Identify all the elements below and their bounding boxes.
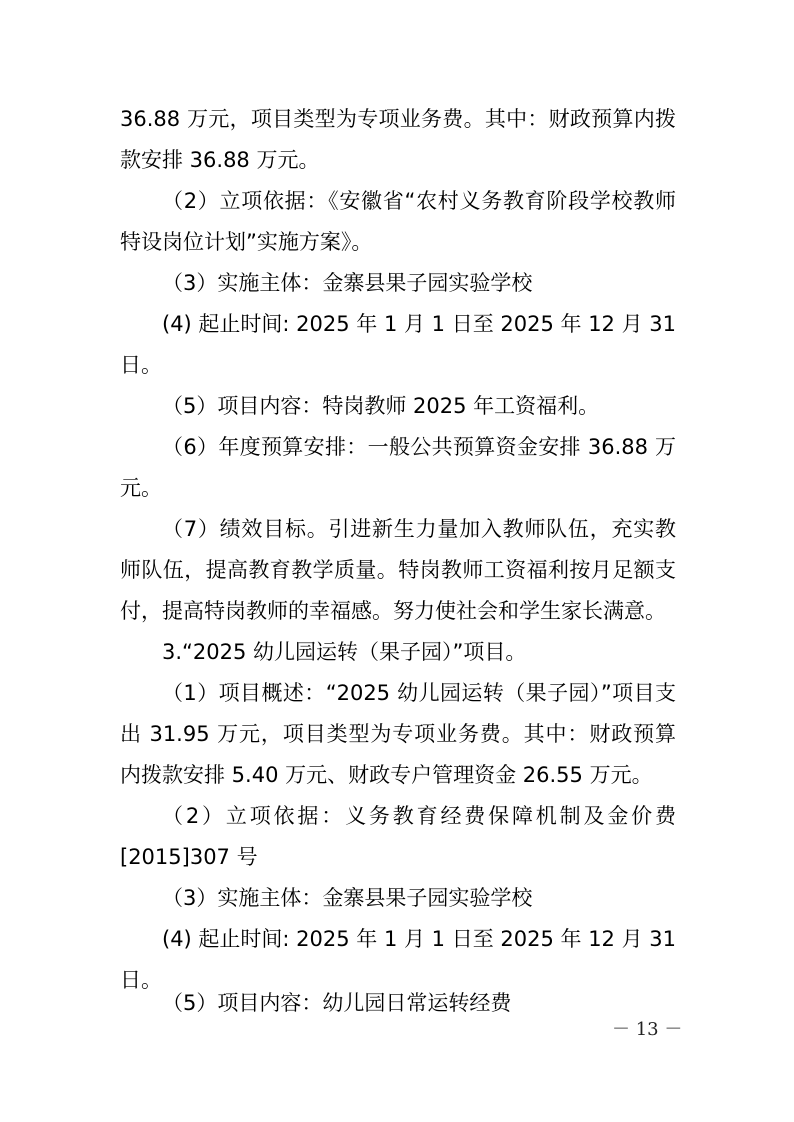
page-number: － 13 － bbox=[612, 1019, 683, 1040]
paragraph-period-2: (4) 起止时间: 2025 年 1 月 1 日至 2025 年 12 月 31 日。 bbox=[120, 927, 676, 992]
paragraph-implementer-2: （3）实施主体：金寨县果子园实验学校 bbox=[162, 886, 533, 910]
paragraph-basis-2: （2）立项依据：义务教育经费保障机制及金价费[2015]307 号 bbox=[120, 804, 676, 869]
paragraph-performance-goal: （7）绩效目标。引进新生力量加入教师队伍，充实教师队伍，提高教育教学质量。特岗教师工资福利按月足额支付，提高特岗教师的幸福感。努力使社会和学生家长满意。 bbox=[120, 517, 676, 623]
paragraph-period: (4) 起止时间: 2025 年 1 月 1 日至 2025 年 12 月 31 日。 bbox=[120, 312, 676, 377]
paragraph-basis: （2）立项依据：《安徽省“农村义务教育阶段学校教师特设岗位计划”实施方案》。 bbox=[120, 189, 676, 254]
paragraph-project-overview: （1）项目概述：“2025 幼儿园运转（果子园）”项目支出 31.95 万元，项目类型为专项业务费。其中：财政预算内拨款安排 5.40 万元、财政专户管理资金 26.55 万元。 bbox=[120, 681, 676, 787]
paragraph-content-2: （5）项目内容：幼儿园日常运转经费 bbox=[162, 991, 512, 1015]
section-heading-project-3: 3.“2025 幼儿园运转（果子园）”项目。 bbox=[162, 640, 527, 664]
paragraph-annual-budget: （6）年度预算安排：一般公共预算资金安排 36.88 万元。 bbox=[120, 435, 676, 500]
paragraph-content: （5）项目内容：特岗教师 2025 年工资福利。 bbox=[162, 394, 600, 418]
paragraph-implementer: （3）实施主体：金寨县果子园实验学校 bbox=[162, 271, 533, 295]
paragraph-funding-summary: 36.88 万元，项目类型为专项业务费。其中：财政预算内拨款安排 36.88 万元。 bbox=[120, 107, 676, 172]
